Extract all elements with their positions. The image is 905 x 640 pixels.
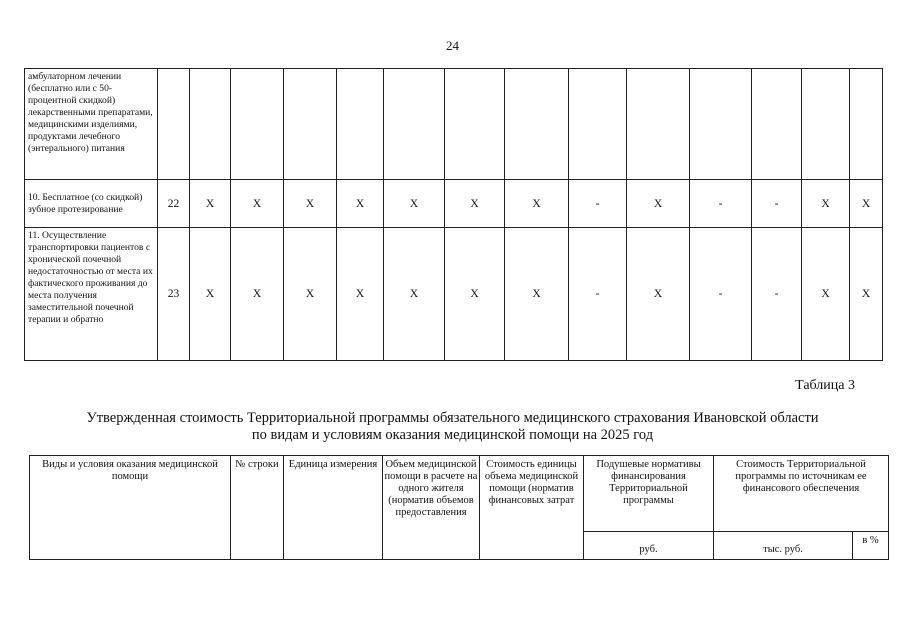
table-row bbox=[25, 228, 883, 361]
subheader-rub: руб. bbox=[584, 532, 714, 560]
table-cell: Х bbox=[384, 228, 445, 361]
table-cell: Х bbox=[231, 228, 284, 361]
table-cell: - bbox=[690, 228, 752, 361]
table-cell bbox=[190, 69, 231, 180]
header-row bbox=[30, 456, 889, 532]
table-cell bbox=[337, 69, 384, 180]
table-cell: Х bbox=[505, 228, 569, 361]
table-cell: - bbox=[752, 180, 802, 228]
table-cell: Х bbox=[627, 180, 690, 228]
col-header-volume: Объем медицинской помощи в расчете на одного жителя (норматив объемов предоставления bbox=[383, 456, 480, 560]
table-cell: - bbox=[690, 180, 752, 228]
table-cell bbox=[445, 69, 505, 180]
table-cell bbox=[850, 69, 883, 180]
table-cell: - bbox=[569, 228, 627, 361]
table-cell bbox=[231, 69, 284, 180]
cost-table bbox=[29, 455, 889, 560]
table-cell: Х bbox=[190, 228, 231, 361]
col-header-program-cost: Стоимость Территориальной программы по источникам ее финансового обеспечения bbox=[714, 456, 889, 532]
table-cell: Х bbox=[284, 180, 337, 228]
table-cell: Х bbox=[850, 180, 883, 228]
table-cell: Х bbox=[505, 180, 569, 228]
table-row bbox=[25, 180, 883, 228]
heading-line: по видам и условиям оказания медицинской помощи на 2025 год bbox=[251, 427, 654, 443]
table-cell: Х bbox=[284, 228, 337, 361]
row-description: 11. Осуществление транспортировки пациентов с хронической почечной недостаточностью от места их фактического проживания до места получения заместительной почечной терапии и обратно bbox=[25, 228, 158, 361]
table-cell: - bbox=[752, 228, 802, 361]
table-cell: Х bbox=[384, 180, 445, 228]
table-cell: Х bbox=[802, 180, 850, 228]
table-cell bbox=[384, 69, 445, 180]
table-cell: - bbox=[569, 180, 627, 228]
table-cell: 23 bbox=[158, 228, 190, 361]
table-cell: Х bbox=[231, 180, 284, 228]
table-cell: Х bbox=[627, 228, 690, 361]
row-description: амбулаторном лечении (бесплатно или с 50-процентной скидкой) лекарственными препаратами, медицинскими изделиями, продуктами лечебного (энтерального) питания bbox=[25, 69, 158, 180]
col-header-unit-cost: Стоимость единицы объема медицинской помощи (норматив финансовых затрат bbox=[480, 456, 584, 560]
table-cell bbox=[284, 69, 337, 180]
table-cell: Х bbox=[337, 180, 384, 228]
table-cell bbox=[752, 69, 802, 180]
col-header-types: Виды и условия оказания медицинской помощи bbox=[30, 456, 231, 560]
table-cell bbox=[690, 69, 752, 180]
col-header-unit: Единица измерения bbox=[284, 456, 383, 560]
table-cell bbox=[627, 69, 690, 180]
table-number-label: Таблица 3 bbox=[795, 378, 855, 393]
table-cell: Х bbox=[337, 228, 384, 361]
subheader-percent: в % bbox=[853, 532, 889, 560]
table-heading bbox=[0, 410, 905, 444]
page-number: 24 bbox=[446, 38, 459, 53]
row-description: 10. Бесплатное (со скидкой) зубное протезирование bbox=[25, 180, 158, 228]
measures-table bbox=[24, 68, 883, 361]
table-cell bbox=[505, 69, 569, 180]
table-cell: Х bbox=[802, 228, 850, 361]
col-header-per-capita: Подушевые нормативы финансирования Территориальной программы bbox=[584, 456, 714, 532]
heading-line: Утвержденная стоимость Территориальной программы обязательного медицинского страхования Ивановской области bbox=[86, 410, 819, 426]
table-cell: 22 bbox=[158, 180, 190, 228]
table-cell bbox=[569, 69, 627, 180]
col-header-row-number: № строки bbox=[231, 456, 284, 560]
table-cell: Х bbox=[445, 228, 505, 361]
table-cell: Х bbox=[850, 228, 883, 361]
table-cell bbox=[802, 69, 850, 180]
table-row bbox=[25, 69, 883, 180]
table-cell: Х bbox=[445, 180, 505, 228]
table-cell bbox=[158, 69, 190, 180]
table-cell: Х bbox=[190, 180, 231, 228]
subheader-thous-rub: тыс. руб. bbox=[714, 532, 853, 560]
